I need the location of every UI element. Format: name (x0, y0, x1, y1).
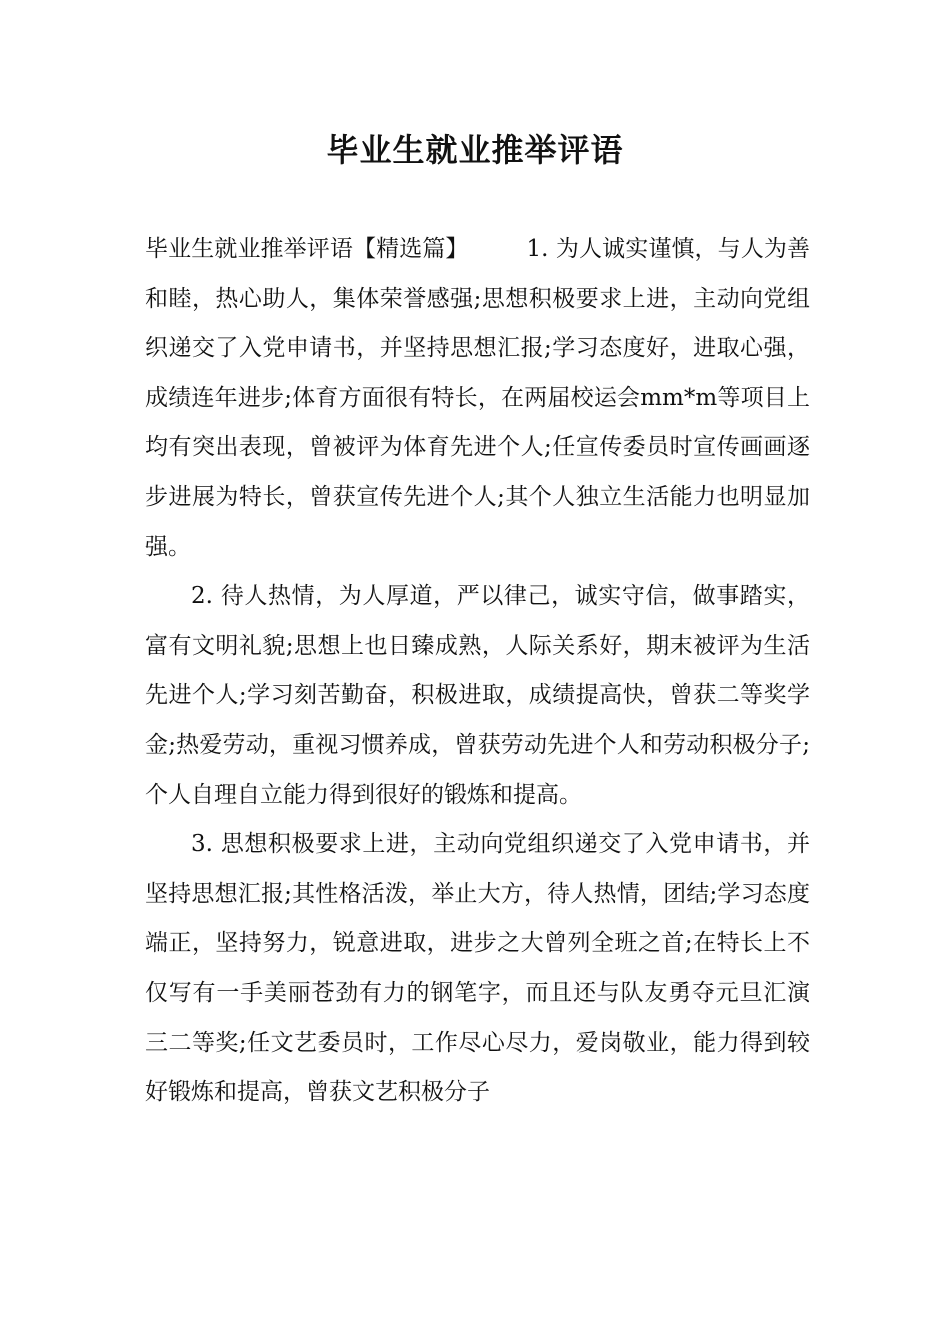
document-title: 毕业生就业推举评语 (326, 131, 624, 169)
intro-heading: 毕业生就业推举评语【精选篇】 (145, 236, 469, 262)
paragraph-3: 3. 思想积极要求上进，主动向党组织递交了入党申请书，并坚持思想汇报;其性格活泼，举止大方，待人热情，团结;学习态度端正，坚持努力，锐意进取，进步之大曾列全班之首;在特长上不仅写有一手美丽苍劲有力的钢笔字，而且还与队友勇夺元旦汇演三二等奖;任文艺委员时，工作尽心尽力，爱岗敬业，能力得到较好锻炼和提高，曾获文艺积极分子 (145, 831, 810, 1106)
document-body (145, 225, 810, 1118)
intro-paragraph (145, 225, 810, 572)
paragraph-1: 1. 为人诚实谨慎，与人为善和睦，热心助人，集体荣誉感强;思想积极要求上进，主动向党组织递交了入党申请书，并坚持思想汇报;学习态度好，进取心强，成绩连年进步;体育方面很有特长，在两届校运会mm*m等项目上均有突出表现，曾被评为体育先进个人;任宣传委员时宣传画画逐步进展为特长，曾获宣传先进个人;其个人独立生活能力也明显加强。 (145, 236, 810, 560)
paragraph-2: 2. 待人热情，为人厚道，严以律己，诚实守信，做事踏实，富有文明礼貌;思想上也日臻成熟，人际关系好，期末被评为生活先进个人;学习刻苦勤奋，积极进取，成绩提高快，曾获二等奖学金;热爱劳动，重视习惯养成，曾获劳动先进个人和劳动积极分子;个人自理自立能力得到很好的锻炼和提高。 (145, 583, 810, 808)
